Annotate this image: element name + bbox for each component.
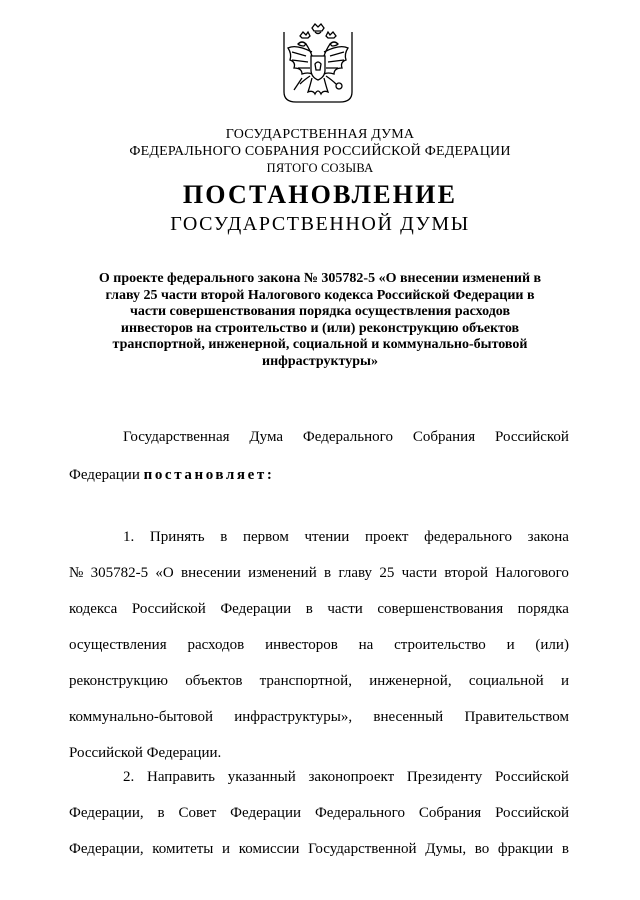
word: Налогового <box>495 565 569 581</box>
p1-line-7 <box>69 744 569 762</box>
issuer-header <box>0 126 640 177</box>
p1-line-1 <box>123 528 569 546</box>
p2-line-2 <box>69 804 569 822</box>
document-subject <box>70 271 570 370</box>
word: Федерации <box>230 805 302 821</box>
word: и <box>506 637 515 653</box>
p1-line-2 <box>69 564 569 582</box>
header-line-2: ФЕДЕРАЛЬНОГО СОБРАНИЯ РОССИЙСКОЙ ФЕДЕРАЦИИ <box>129 144 511 159</box>
word: Российской <box>131 601 206 617</box>
word: Государственная <box>123 429 230 445</box>
p1-line-3 <box>69 600 569 618</box>
word: 2. <box>123 769 135 785</box>
word: и <box>222 841 231 857</box>
word: Правительством <box>464 709 569 725</box>
word: в <box>305 601 313 617</box>
word: Думы, <box>425 841 467 857</box>
resolves-word: постановляет: <box>143 467 275 483</box>
word: «О <box>155 565 174 581</box>
word: строительство <box>394 637 486 653</box>
word: инфраструктуры», <box>234 709 353 725</box>
subject-line: инфраструктуры» <box>262 353 378 369</box>
p1-line-5 <box>69 672 569 690</box>
preamble-federation: Федерации <box>69 467 144 483</box>
word: социальной <box>468 673 544 689</box>
word: законопроект <box>308 769 395 785</box>
word: Дума <box>249 429 284 445</box>
preamble-line-2 <box>69 466 569 484</box>
word: 305782-5 <box>90 565 149 581</box>
word: реконструкцию <box>69 673 168 689</box>
coat-of-arms-icon <box>282 22 354 108</box>
word: Принять <box>149 529 205 545</box>
word: 25 <box>379 565 395 581</box>
word: совершенствования <box>377 601 504 617</box>
preamble-line-1 <box>123 428 569 446</box>
word: коммунально-бытовой <box>69 709 213 725</box>
word: в <box>157 805 165 821</box>
word: части <box>327 601 363 617</box>
header-line-1: ГОСУДАРСТВЕННАЯ ДУМА <box>225 127 415 142</box>
p2-line-1 <box>123 768 569 786</box>
word: Российской <box>495 769 569 785</box>
p1-line-4 <box>69 636 569 654</box>
word: Российской <box>495 429 569 445</box>
p1-line-6 <box>69 708 569 726</box>
word: закона <box>527 529 569 545</box>
word: Собрания <box>412 429 476 445</box>
word: Федерального <box>314 805 405 821</box>
word: федерального <box>424 529 512 545</box>
word: чтении <box>304 529 350 545</box>
word: второй <box>444 565 488 581</box>
word: в <box>324 565 332 581</box>
header-line-3: ПЯТОГО СОЗЫВА <box>266 161 374 175</box>
word: Собрания <box>418 805 482 821</box>
word: фракции <box>497 841 554 857</box>
word: Федерации, <box>69 841 144 857</box>
word: внесенный <box>373 709 444 725</box>
word: Российской <box>495 805 569 821</box>
word: Федерации, <box>69 805 144 821</box>
word: указанный <box>227 769 296 785</box>
word: инженерной, <box>369 673 452 689</box>
word: во <box>474 841 490 857</box>
word: на <box>358 637 374 653</box>
word: кодекса <box>69 601 118 617</box>
subject-line: части совершенствования порядка осуществления расходов <box>129 304 511 319</box>
word: первом <box>242 529 289 545</box>
p2-line-3 <box>69 840 569 858</box>
word: Государственной <box>308 841 417 857</box>
document-subtitle: ГОСУДАРСТВЕННОЙ ДУМЫ <box>170 213 470 235</box>
word: главу <box>338 565 373 581</box>
word: расходов <box>187 637 245 653</box>
word: объектов <box>185 673 243 689</box>
word: проект <box>364 529 409 545</box>
subject-line: инвесторов на строительство и (или) реконструкцию объектов <box>120 320 520 336</box>
word: осуществления <box>69 637 167 653</box>
word: Федерального <box>302 429 393 445</box>
word: (или) <box>535 637 569 653</box>
p1-line-7-text: Российской Федерации. <box>69 745 222 761</box>
word: инвесторов <box>265 637 338 653</box>
word: транспортной, <box>259 673 352 689</box>
word: части <box>401 565 438 581</box>
word: в <box>220 529 228 545</box>
word: № <box>69 565 84 581</box>
subject-line: О проекте федерального закона № 305782-5 «О внесении изменений в <box>98 271 542 286</box>
word: комитеты <box>152 841 214 857</box>
word: Направить <box>147 769 215 785</box>
word: 1. <box>123 529 135 545</box>
word: комиссии <box>238 841 300 857</box>
word: в <box>561 841 569 857</box>
word: Совет <box>178 805 217 821</box>
word: внесении <box>181 565 241 581</box>
word: и <box>560 673 569 689</box>
word: Федерации <box>220 601 292 617</box>
word: изменений <box>248 565 317 581</box>
document-title: ПОСТАНОВЛЕНИЕ <box>182 180 458 209</box>
subject-line: главу 25 части второй Налогового кодекса Российской Федерации в <box>105 287 535 303</box>
word: порядка <box>517 601 569 617</box>
subject-line: транспортной, инженерной, социальной и коммунально-бытовой <box>112 337 528 352</box>
word: Президенту <box>406 769 483 785</box>
